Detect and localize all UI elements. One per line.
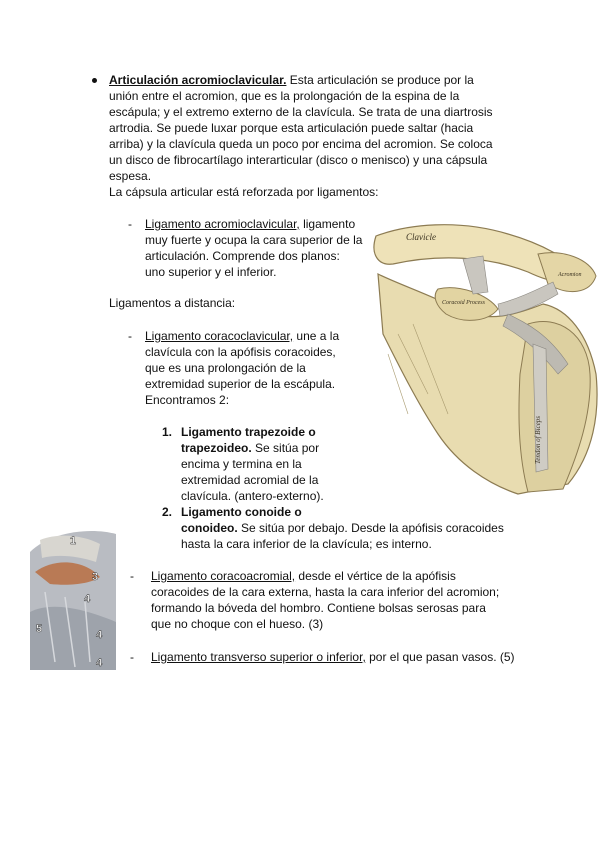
lig-acromio-paragraph [145, 216, 363, 280]
shoulder-anatomy-figure [368, 214, 600, 496]
coracoclavicular-ligament [463, 256, 488, 294]
dash-marker: - [130, 569, 134, 583]
detail-label: 4 [96, 629, 103, 641]
dash-marker: - [130, 650, 134, 664]
lig-coracoacromial-title: Ligamento coracoacromial, [151, 569, 296, 583]
sub2-body-part1: Se sitúa por debajo. Desde la apófisis coracoides [237, 521, 504, 535]
bullet-dot [92, 78, 97, 83]
distance-intro: Ligamentos a distancia: [109, 296, 236, 310]
sub2-line2 [181, 520, 521, 536]
sub2-title-line1 [181, 504, 381, 520]
sub2-title-part2: conoideo. [181, 521, 238, 535]
lig-coracoacromial-paragraph [151, 568, 501, 632]
lig-coraco-title: Ligamento coracoclavicular, [145, 329, 294, 343]
sub1-number: 1. [162, 425, 173, 439]
detail-label: 1 [70, 535, 77, 547]
shoulder-detail-svg [30, 522, 116, 670]
capsule-intro: La cápsula articular está reforzada por ligamentos: [109, 185, 379, 199]
dash-marker: - [128, 217, 132, 231]
lig-transverso-title: Ligamento transverso superior o inferior, [151, 650, 366, 664]
dash-marker: - [128, 329, 132, 343]
label-biceps-tendon: Tendon of Biceps [534, 416, 542, 464]
lig-acromio-title: Ligamento acromioclavicular, [145, 217, 300, 231]
shoulder-detail-figure [30, 522, 116, 670]
sub1-title: Ligamento trapezoide o trapezoideo. [181, 425, 316, 455]
sub2-number: 2. [162, 505, 173, 519]
sub1-body: Se sitúa por encima y termina en la extremidad acromial de la clavícula. (antero-externo). [181, 441, 324, 503]
detail-label: 4 [84, 593, 91, 605]
section1-body: Esta articulación se produce por la unión entre el acromion, que es la prolongación de la espina de la escápula; y el extremo externo de la clavícula. Se trata de una diartrosis artrodia. Se puede luxar porque esta articulación puede saltar (hacia arriba) y la clavícula queda un poco por encima del acromion. Se coloca un disco de fibrocartílago interarticular (disco o menisco) y una cápsula espesa. [109, 73, 493, 183]
lig-acromio-body: ligamento muy fuerte y ocupa la cara superior de la articulación. Comprende dos planos: uno superior y el inferior. [145, 217, 363, 279]
lig-coraco-body: une a la clavícula con la apófisis coracoides, que es una prolongación de la extremidad superior de la escápula. Encontramos 2: [145, 329, 340, 407]
shoulder-anatomy-svg [368, 214, 600, 496]
label-clavicle: Clavicle [406, 232, 436, 242]
detail-label: 4 [96, 657, 103, 669]
label-coracoid: Coracoid Process [442, 300, 485, 306]
detail-label: 5 [36, 623, 43, 635]
lig-coracoacromial-body: desde el vértice de la apófisis coracoides de la cara externa, hasta la cara inferior del acromion; formando la bóveda del hombro. Contiene bolsas serosas para que no choque con el hueso. (3) [151, 569, 500, 631]
sub2-title-part1: Ligamento conoide o [181, 505, 302, 519]
section1-title: Articulación acromioclavicular. [109, 73, 287, 87]
sub2-line3: hasta la cara inferior de la clavícula; es interno. [181, 537, 432, 551]
sub1-paragraph [181, 424, 334, 504]
lig-coraco-paragraph [145, 328, 357, 408]
detail-label: 3 [92, 571, 99, 583]
lig-transverso-body: por el que pasan vasos. (5) [365, 650, 515, 664]
section1-paragraph [109, 72, 504, 184]
label-acromion: Acromion [558, 272, 582, 278]
lig-transverso-paragraph [151, 649, 551, 665]
